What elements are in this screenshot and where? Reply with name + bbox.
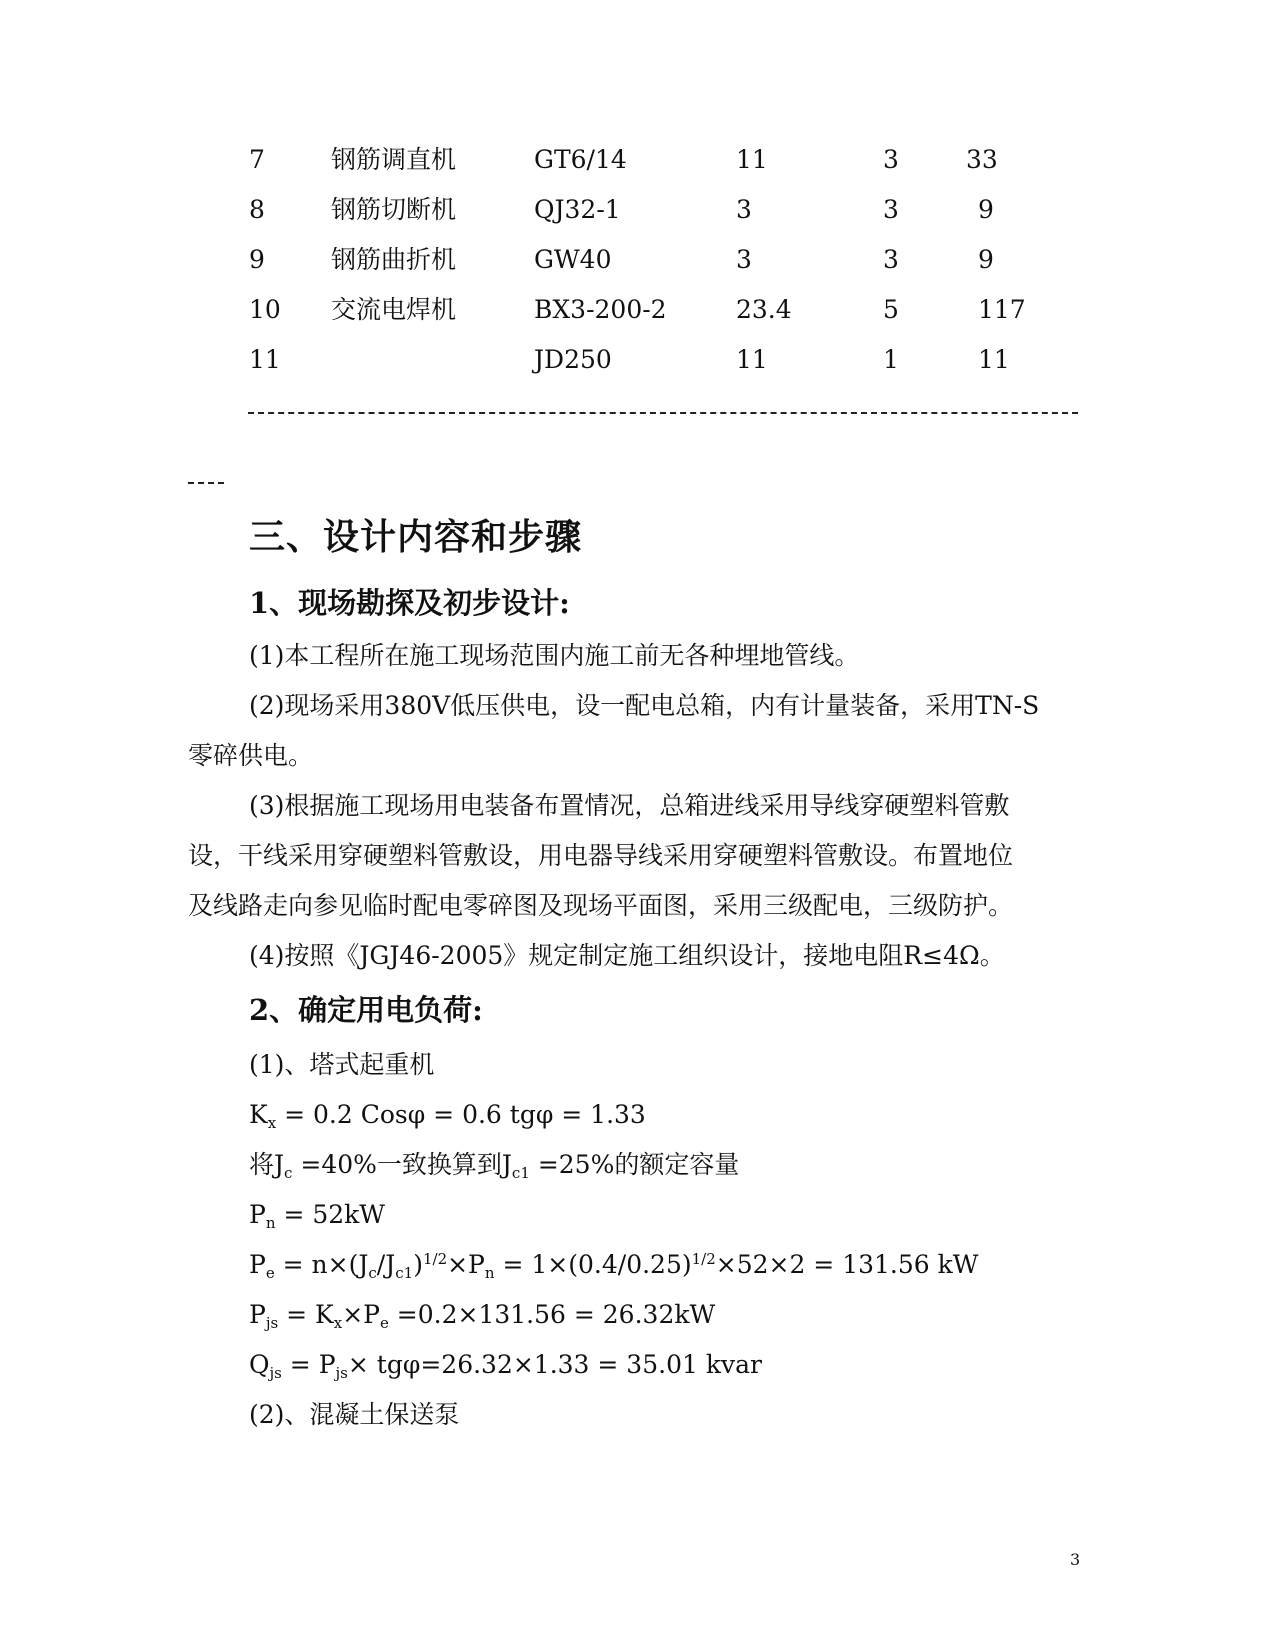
paragraph: (1)本工程所在施工现场范围内施工前无各种埋地管线。 (249, 641, 860, 670)
cell-count: 3 (883, 145, 899, 174)
subscript: e (379, 1314, 389, 1332)
subscript: x (267, 1114, 277, 1132)
cell-index: 11 (249, 345, 281, 374)
formula-kx (249, 1095, 646, 1135)
dashed-divider-continuation (188, 482, 224, 484)
cell-count: 3 (883, 245, 899, 274)
cell-model: QJ32-1 (534, 195, 621, 224)
subsection-heading: 2、确定用电负荷: (249, 993, 483, 1027)
cell-name: 钢筋切断机 (331, 195, 457, 224)
superscript: 1/2 (422, 1250, 448, 1268)
formula-text: 将J (249, 1150, 285, 1179)
list-item: (2)、混凝土保送泵 (249, 1400, 460, 1429)
cell-index: 9 (249, 245, 265, 274)
formula-text: ×52×2 = 131.56 kW (715, 1250, 979, 1279)
formula-text: = n×(J (274, 1250, 369, 1279)
paragraph: (2)现场采用380V低压供电，设一配电总箱，内有计量装备，采用TN-S (249, 691, 1040, 720)
symbol-q: Q (249, 1350, 270, 1379)
dashed-divider (248, 412, 1078, 414)
subscript: c (284, 1164, 293, 1182)
subscript: n (265, 1214, 276, 1232)
formula-jc (249, 1145, 739, 1185)
cell-model: GT6/14 (534, 145, 627, 174)
cell-count: 1 (883, 345, 899, 374)
table-row (0, 190, 1275, 230)
subscript: n (484, 1264, 495, 1282)
cell-power: 11 (736, 345, 768, 374)
cell-count: 5 (883, 295, 899, 324)
symbol-k: K (249, 1100, 268, 1129)
cell-power: 3 (736, 195, 752, 224)
subscript: e (265, 1264, 275, 1282)
cell-total: 9 (978, 245, 994, 274)
formula-text: = 52kW (275, 1200, 385, 1229)
subscript: x (333, 1314, 343, 1332)
formula-text: /J (376, 1250, 396, 1279)
superscript: 1/2 (691, 1250, 716, 1268)
cell-power: 23.4 (736, 295, 792, 324)
formula-pn (249, 1195, 385, 1235)
formula-text: = K (278, 1300, 334, 1329)
table-row (0, 240, 1275, 280)
page-number: 3 (1070, 1550, 1081, 1569)
table-row (0, 340, 1275, 380)
paragraph-continuation: 及线路走向参见临时配电零碎图及现场平面图，采用三级配电，三级防护。 (188, 891, 1014, 920)
formula-text: =40%一致换算到J (292, 1150, 512, 1179)
formula-pjs (249, 1295, 715, 1335)
cell-total: 33 (966, 145, 998, 174)
cell-count: 3 (883, 195, 899, 224)
formula-text: ) (413, 1250, 423, 1279)
cell-index: 7 (249, 145, 265, 174)
cell-power: 3 (736, 245, 752, 274)
formula-text: ×P (342, 1300, 380, 1329)
cell-model: BX3-200-2 (534, 295, 667, 324)
subscript: js (265, 1314, 279, 1332)
formula-text: =0.2×131.56 = 26.32kW (388, 1300, 716, 1329)
formula-text: = 0.2 Cosφ = 0.6 tgφ = 1.33 (284, 1100, 646, 1129)
cell-model: GW40 (534, 245, 612, 274)
paragraph: (3)根据施工现场用电装备布置情况，总箱进线采用导线穿硬塑料管敷 (249, 791, 1010, 820)
subscript: c (368, 1264, 377, 1282)
subscript: c1 (511, 1164, 530, 1182)
subscript: js (269, 1364, 282, 1382)
formula-pe (249, 1245, 978, 1285)
paragraph-continuation: 设，干线采用穿硬塑料管敷设，用电器导线采用穿硬塑料管敷设。布置地位 (188, 841, 1014, 870)
symbol-p: P (249, 1300, 266, 1329)
table-row (0, 290, 1275, 330)
table-row (0, 140, 1275, 180)
formula-text: ×P (447, 1250, 485, 1279)
subscript: js (335, 1364, 348, 1382)
section-heading: 三、设计内容和步骤 (249, 516, 583, 558)
cell-index: 10 (249, 295, 281, 324)
cell-total: 11 (978, 345, 1010, 374)
formula-text: =25%的额定容量 (529, 1150, 740, 1179)
cell-index: 8 (249, 195, 265, 224)
cell-name: 钢筋曲折机 (331, 245, 457, 274)
cell-power: 11 (736, 145, 768, 174)
formula-text: × tgφ=26.32×1.33 = 35.01 kvar (347, 1350, 762, 1379)
formula-qjs (249, 1345, 762, 1385)
symbol-p: P (249, 1250, 266, 1279)
formula-text: = 1×(0.4/0.25) (494, 1250, 692, 1279)
list-item: (1)、塔式起重机 (249, 1050, 435, 1079)
cell-total: 117 (978, 295, 1026, 324)
cell-name: 交流电焊机 (331, 295, 457, 324)
cell-total: 9 (978, 195, 994, 224)
subscript: c1 (395, 1264, 414, 1282)
paragraph-continuation: 零碎供电。 (188, 741, 314, 770)
cell-name: 钢筋调直机 (331, 145, 457, 174)
formula-text: = P (281, 1350, 336, 1379)
subsection-heading: 1、现场勘探及初步设计: (249, 586, 570, 620)
symbol-p: P (249, 1200, 266, 1229)
cell-model: JD250 (534, 345, 612, 374)
paragraph: (4)按照《JGJ46-2005》规定制定施工组织设计，接地电阻R≤4Ω。 (249, 941, 1005, 970)
